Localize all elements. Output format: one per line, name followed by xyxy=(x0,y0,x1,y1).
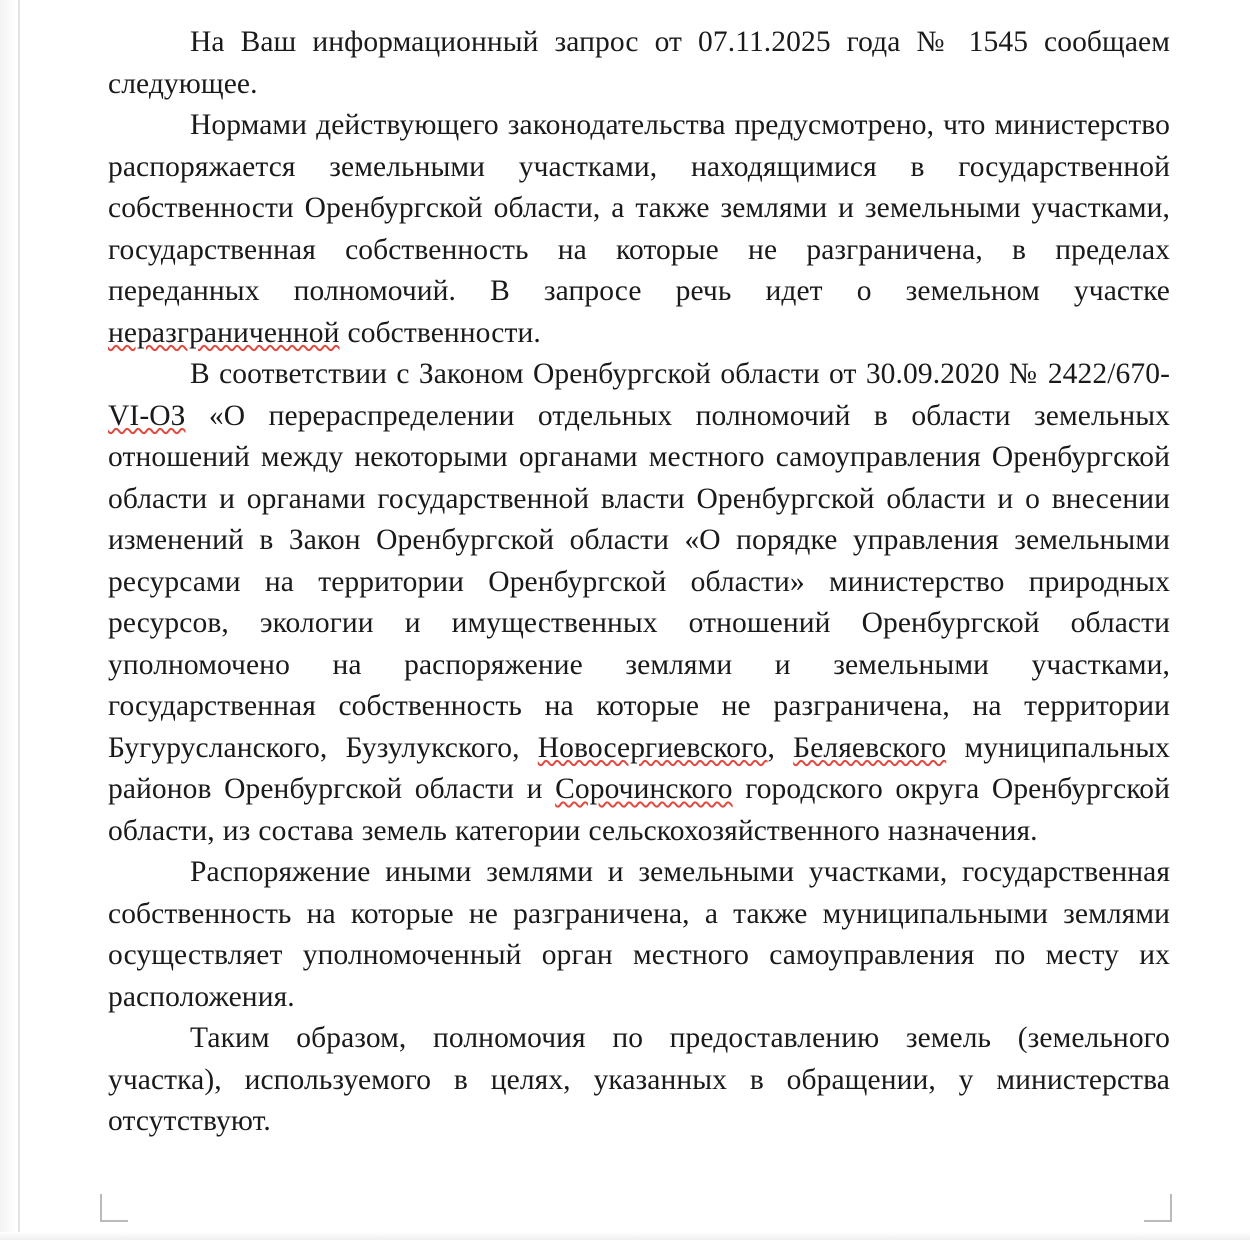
spellcheck-word: неразграниченной xyxy=(108,316,340,349)
paragraph xyxy=(108,852,1170,1018)
text-run: В соответствии с Законом Оренбургской области от 30.09.2020 № 2422/670- xyxy=(190,358,1170,390)
crop-mark-bottom-right xyxy=(1144,1194,1172,1222)
crop-mark-bottom-left xyxy=(100,1194,128,1222)
text-run: «О перераспределении отдельных полномочий в области земельных отношений между некоторыми органами местного самоуправления Оренбургской области и органами государственной власти Оренбургской области и о внесении изменений в Закон Оренбургской области «О порядке управления земельными ресурсами на территории Оренбургской области» министерство природных ресурсов, экологии и имущественных отношений Оренбургской области уполномочено на распоряжение землями и земельными участками, государственная собственность на которые не разграничена, на территории Бугурусланского, Бузулукского, xyxy=(108,399,1170,764)
text-run: городского округа Оренбургской области, из состава земель категории сельскохозяйственного назначения. xyxy=(108,773,1170,847)
paragraph xyxy=(108,354,1170,852)
spellcheck-word: Беляевского xyxy=(793,731,947,764)
document-text-body xyxy=(108,22,1170,1143)
spellcheck-word: Новосергиевского xyxy=(537,731,768,764)
paragraph xyxy=(108,105,1170,354)
paragraph xyxy=(108,22,1170,105)
text-run: Распоряжение иными землями и земельными участками, государственная собственность на которые не разграничена, а также муниципальными землями осуществляет уполномоченный орган местного самоуправления по месту их расположения. xyxy=(108,856,1170,1013)
text-run: , xyxy=(767,731,794,764)
paragraph xyxy=(108,1018,1170,1143)
text-run: На Ваш информационный запрос от 07.11.2025 года № 1545 сообщаем следующее. xyxy=(108,26,1170,100)
scan-edge-line xyxy=(18,0,20,1240)
text-run: Нормами действующего законодательства предусмотрено, что министерство распоряжается земельными участками, находящимися в государственной собственности Оренбургской области, а также землями и земельными участками, государственная собственность на которые не разграничена, в пределах переданных полномочий. В запросе речь идет о земельном участке xyxy=(108,109,1170,307)
text-run: Таким образом, полномочия по предоставлению земель (земельного участка), используемого в целях, указанных в обращении, у министерства отсутствуют. xyxy=(108,1022,1170,1137)
spellcheck-word: Сорочинского xyxy=(555,773,733,805)
text-run: муниципальных районов Оренбургской области и xyxy=(108,731,1170,805)
page-bottom-shadow xyxy=(0,1232,1250,1240)
text-run: собственности. xyxy=(339,316,541,349)
spellcheck-word: VI-ОЗ xyxy=(108,399,186,432)
